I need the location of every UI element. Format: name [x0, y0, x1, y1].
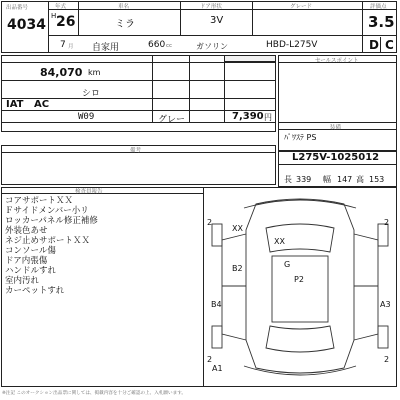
model-name: ミラ	[115, 19, 135, 30]
inspector-title: 検査員報告	[75, 189, 103, 195]
damage-mark-left-rear: B4	[211, 300, 222, 309]
year-label: 年式	[55, 4, 67, 10]
damage-mark-left-front: B2	[232, 264, 243, 273]
inspector-note: コアサポートＸＸ	[5, 196, 74, 206]
inspector-note: コンソール傷	[5, 246, 56, 256]
damage-mark-roof: P2	[294, 275, 304, 284]
inspector-note: 外装色あせ	[5, 226, 48, 236]
footer-disclaimer: ※注記 このオークション出品票に関しては、掲載内容を十分ご確認の上、入札願います。	[2, 391, 187, 396]
inspector-notes-list	[5, 196, 201, 296]
inspector-note: ドア内張傷	[5, 256, 48, 266]
mileage-unit: km	[88, 68, 101, 77]
dim-height-label: 高	[356, 175, 364, 184]
lot-number-label: 出品番号	[6, 5, 29, 11]
grade-label: グレード	[290, 4, 313, 10]
door-type: 3V	[210, 15, 224, 26]
displacement-unit: cc	[166, 43, 173, 49]
fuel-type: ガソリン	[196, 42, 228, 51]
model-month: 7	[60, 40, 66, 50]
inspector-note: カーペットすれ	[5, 286, 65, 296]
interior-grade: D	[369, 38, 379, 52]
damage-mark-rear-bumper: A1	[212, 364, 223, 373]
recycle-unit: 円	[264, 113, 272, 122]
inspector-note: ハンドルすれ	[5, 266, 57, 276]
model-label: 車名	[118, 4, 130, 10]
tire-rear-left: 2	[207, 355, 213, 364]
tire-front-right: 2	[384, 218, 390, 227]
equipment-title: 装備	[330, 125, 342, 131]
equipment-items: ﾊﾟﾜｽﾃ PS	[284, 133, 317, 142]
transmission-type: IAT	[6, 99, 24, 110]
note-title: 備考	[130, 148, 142, 154]
damage-mark-right-rear: A3	[380, 300, 391, 309]
exterior-grade: C	[385, 38, 394, 52]
sales-point-box	[278, 55, 397, 123]
chassis-code: HBD-L275V	[266, 40, 318, 50]
usage-type: 自家用	[92, 43, 120, 53]
trim-color: グレー	[158, 115, 186, 125]
auction-score: 3.5	[368, 13, 395, 31]
inspector-note: Ｆサイドメンバー小リ	[5, 206, 89, 216]
door-label: ドア形状	[200, 4, 222, 10]
car-damage-diagram	[204, 190, 396, 386]
sales-point-title: セールスポイント	[315, 58, 359, 64]
month-unit: 月	[68, 44, 74, 50]
dim-width: 147	[337, 175, 353, 184]
era-letter: H	[51, 12, 57, 20]
engine-displacement: 660	[148, 40, 166, 50]
dim-height: 153	[369, 175, 385, 184]
dim-length: 339	[296, 175, 312, 184]
model-year: 26	[56, 14, 76, 30]
damage-mark-windshield: G	[284, 260, 291, 269]
ac-equipped: AC	[34, 99, 50, 110]
dim-length-label: 長	[284, 175, 292, 184]
inspector-note: ネジ止めサポートＸＸ	[5, 236, 91, 246]
score-label: 評価点	[370, 4, 387, 10]
inspector-note: 室内汚れ	[5, 276, 40, 286]
damage-mark-front-right: XX	[274, 237, 285, 246]
lot-number: 4034	[7, 17, 46, 33]
color-code: W09	[78, 112, 95, 122]
damage-mark-front-left: XX	[232, 224, 243, 233]
tire-front-left: 2	[207, 218, 213, 227]
vin-number: L275V-1025012	[292, 152, 380, 163]
dim-width-label: 幅	[323, 175, 331, 184]
recycle-fee: 7,390	[232, 111, 264, 122]
mileage-value: 84,070	[40, 66, 83, 79]
inspector-note: ロッカーパネル修正補修	[5, 216, 98, 226]
body-color: シロ	[82, 89, 101, 99]
tire-rear-right: 2	[384, 355, 390, 364]
